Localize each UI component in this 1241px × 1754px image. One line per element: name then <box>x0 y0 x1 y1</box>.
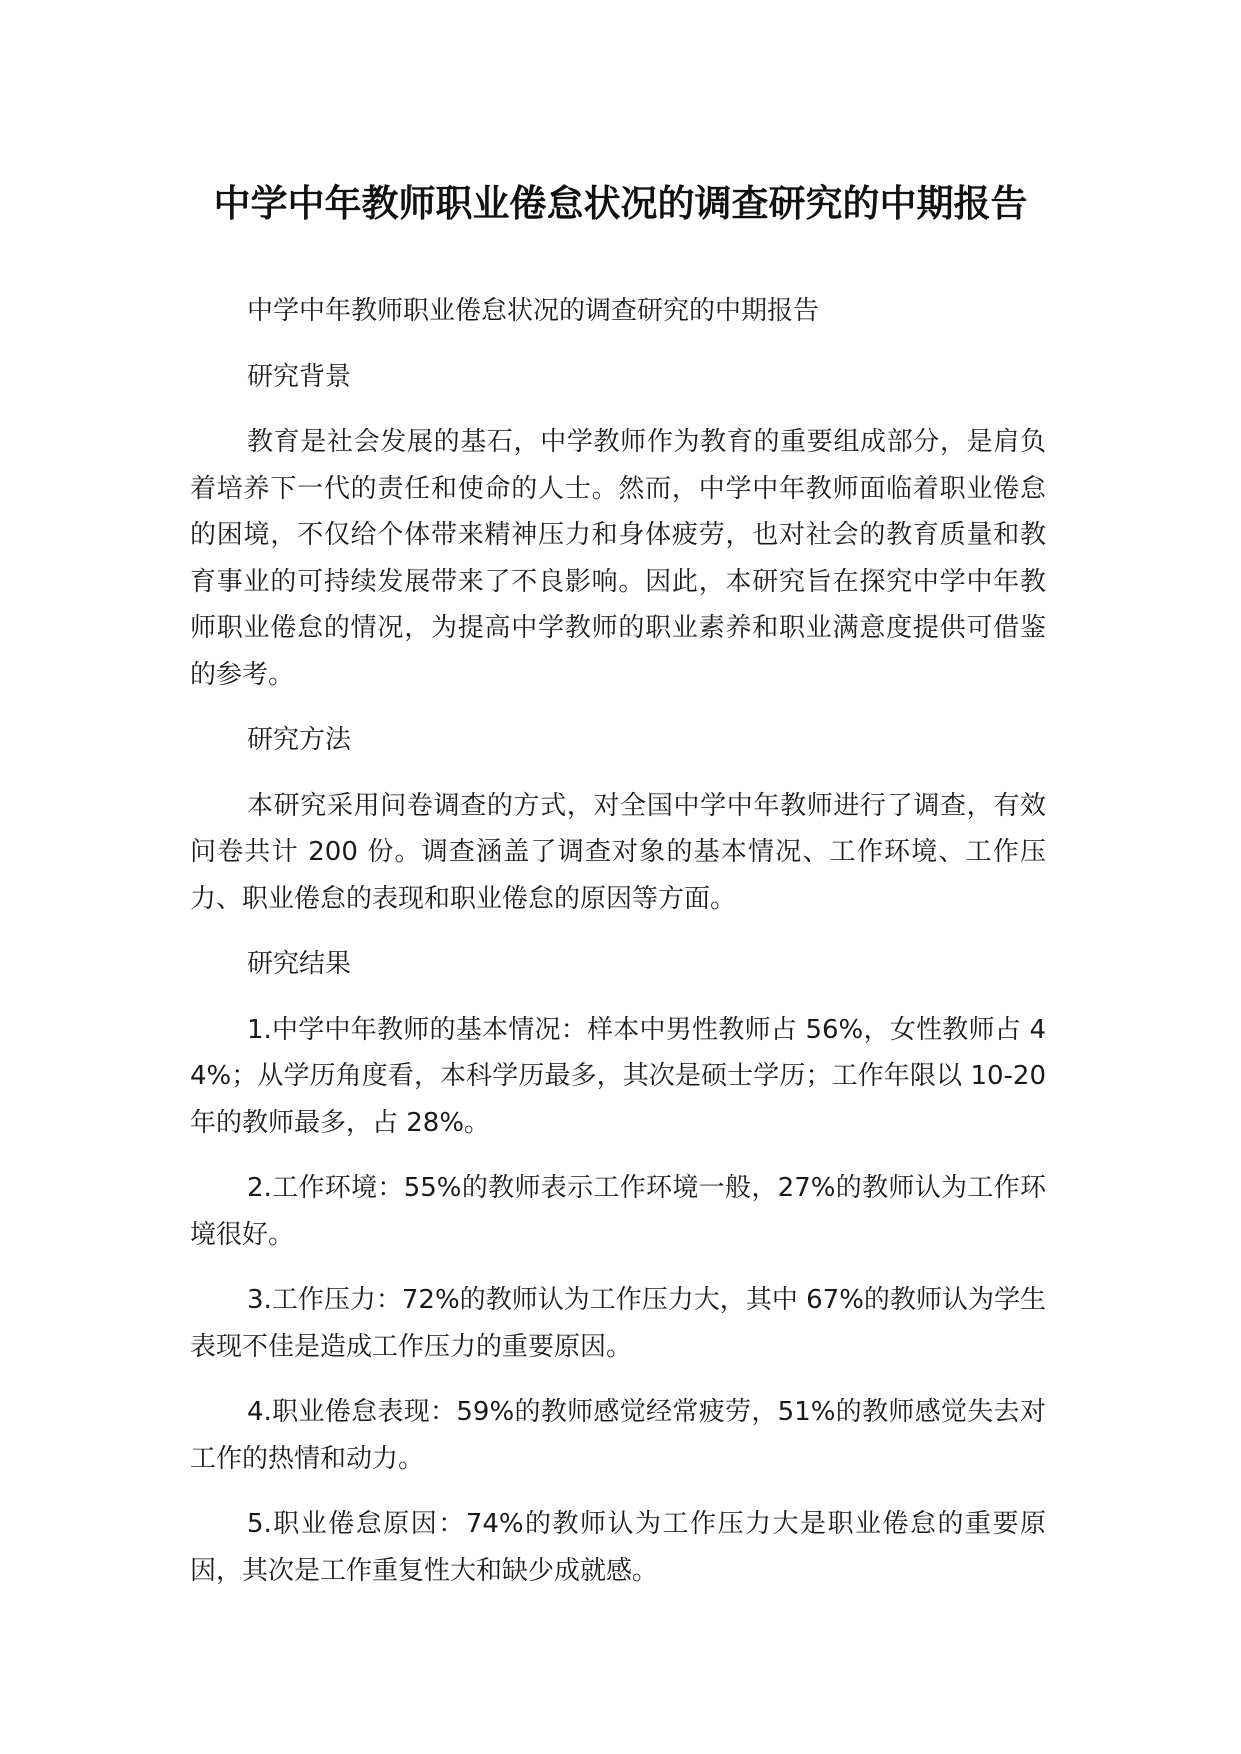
result-item-4: 4.职业倦怠表现：59%的教师感觉经常疲劳，51%的教师感觉失去对工作的热情和动力。 <box>190 1397 1046 1474</box>
section-heading-results: 研究结果 <box>247 949 352 979</box>
result-item-1: 1.中学中年教师的基本情况：样本中男性教师占 56%，女性教师占 44%；从学历角度看，本科学历最多，其次是硕士学历；工作年限以 10-20 年的教师最多，占 28%。 <box>190 1014 1046 1138</box>
section-heading-method: 研究方法 <box>247 725 352 755</box>
result-item-5: 5.职业倦怠原因：74%的教师认为工作压力大是职业倦怠的重要原因，其次是工作重复性大和缺少成就感。 <box>190 1509 1046 1586</box>
result-item-3: 3.工作压力：72%的教师认为工作压力大，其中 67%的教师认为学生表现不佳是造成工作压力的重要原因。 <box>190 1285 1046 1362</box>
method-paragraph: 本研究采用问卷调查的方式，对全国中学中年教师进行了调查，有效问卷共计 200 份。调查涵盖了调查对象的基本情况、工作环境、工作压力、职业倦怠的表现和职业倦怠的原因等方面。 <box>190 790 1046 914</box>
section-heading-background: 研究背景 <box>247 361 352 392</box>
background-paragraph: 教育是社会发展的基石，中学教师作为教育的重要组成部分，是肩负着培养下一代的责任和使命的人士。然而，中学中年教师面临着职业倦怠的困境，不仅给个体带来精神压力和身体疲劳，也对社会的教育质量和教育事业的可持续发展带来了不良影响。因此，本研究旨在探究中学中年教师职业倦怠的情况，为提高中学教师的职业素养和职业满意度提供可借鉴的参考。 <box>190 427 1046 690</box>
result-item-2: 2.工作环境：55%的教师表示工作环境一般，27%的教师认为工作环境很好。 <box>190 1173 1046 1250</box>
document-body <box>190 288 1046 1613</box>
subtitle-paragraph: 中学中年教师职业倦怠状况的调查研究的中期报告 <box>247 296 820 326</box>
document-title: 中学中年教师职业倦怠状况的调查研究的中期报告 <box>213 182 1028 225</box>
